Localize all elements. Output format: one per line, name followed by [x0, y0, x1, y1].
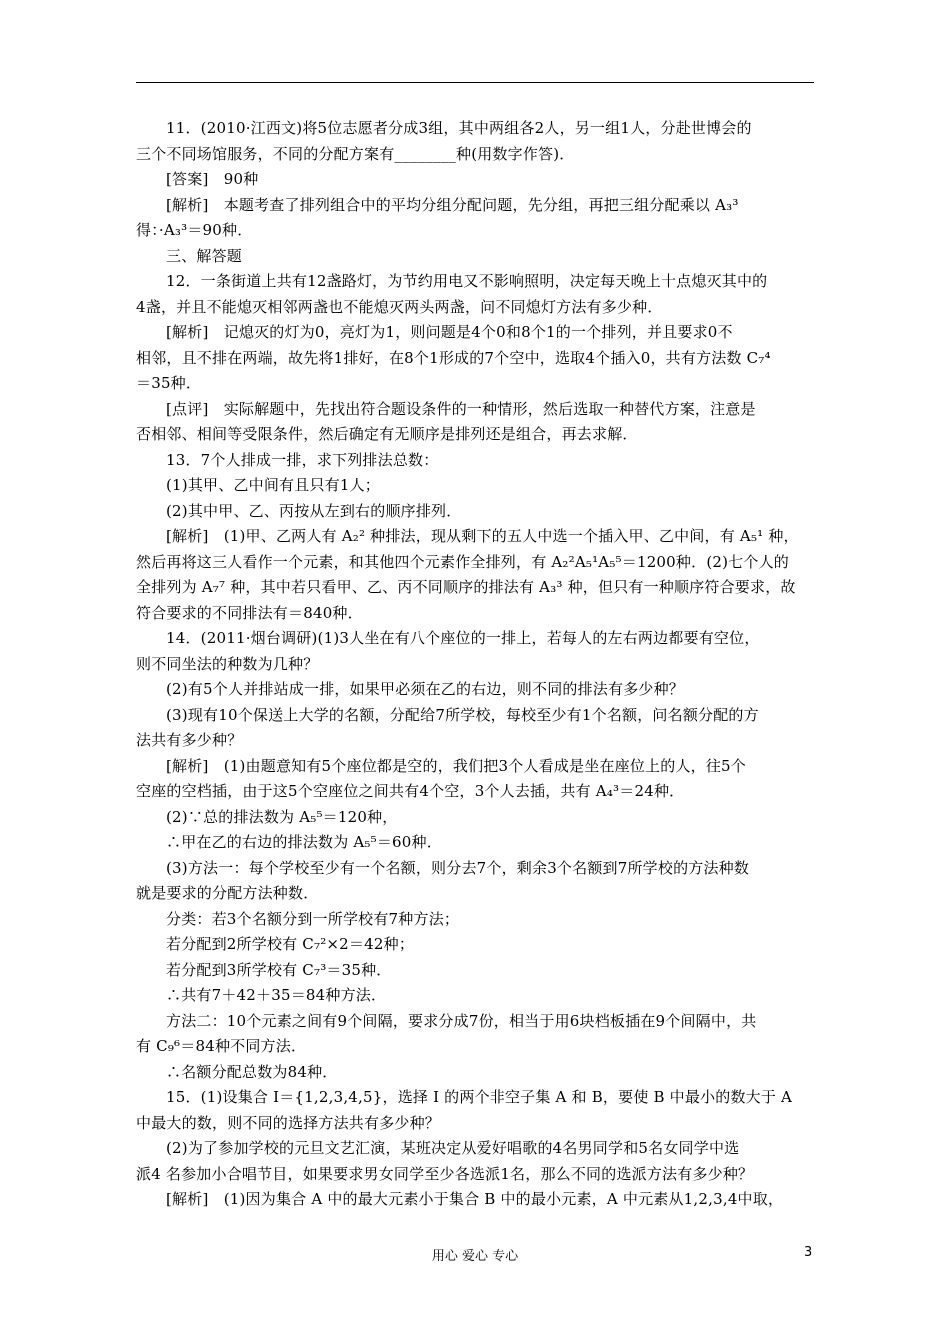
text-line: 13．7个人排成一排，求下列排法总数：	[166, 450, 439, 469]
text-line: (3)方法一：每个学校至少有一个名额，则分去7个，剩余3个名额到7所学校的方法种数	[166, 858, 750, 877]
text-line: ∴共有7＋42＋35＝84种方法．	[166, 986, 387, 1004]
text-line: [解析] 记熄灭的灯为0，亮灯为1，则问题是4个0和8个1的一个排列，并且要求0不	[166, 323, 733, 341]
text-line: 4盏，并且不能熄灭相邻两盏也不能熄灭两头两盏，问不同熄灯方法有多少种．	[136, 297, 663, 316]
text-line: [解析] 本题考查了排列组合中的平均分组分配问题，先分组，再把三组分配乘以 A₃³	[166, 195, 739, 214]
text-line: (1)其甲、乙中间有且只有1人；	[166, 476, 380, 494]
text-line: 分类：若3个名额分到一所学校有7种方法；	[166, 909, 460, 928]
footer-slogan: 用心 爱心 专心	[431, 1249, 519, 1264]
text-line: 相邻，且不排在两端，故先将1排好，在8个1形成的7个空中，选取4个插入0，共有方法数 C₇⁴	[136, 348, 771, 367]
text-line: 就是要求的分配方法种数．	[136, 884, 319, 902]
text-line: 若分配到3所学校有 C₇³＝35种．	[166, 960, 392, 979]
text-line: 得：·A₃³＝90种．	[136, 221, 253, 239]
text-line: (2)有5个人并排站成一排，如果甲必须在乙的右边，则不同的排法有多少种？	[166, 680, 684, 698]
text-line: 中最大的数，则不同的选择方法共有多少种？	[136, 1113, 441, 1132]
text-line: (2)为了参加学校的元旦文艺汇演，某班决定从爱好唱歌的4名男同学和5名女同学中选	[166, 1139, 740, 1157]
text-line: ＝35种．	[136, 374, 202, 392]
text-line: 全排列为 A₇⁷ 种，其中若只看甲、乙、丙不同顺序的排法有 A₃³ 种，但只有一种顺序符合要求，故	[136, 578, 796, 596]
text-line: [点评] 实际解题中，先找出符合题设条件的一种情形，然后选取一种替代方案，注意是	[166, 399, 756, 418]
text-line: [解析] (1)由题意知有5个座位都是空的，我们把3个人看成是坐在座位上的人，往5个	[166, 756, 746, 775]
text-line: 空座的空档插，由于这5个空座位之间共有4个空，3个人去插，共有 A₄³＝24种．	[136, 782, 685, 800]
text-line: 则不同坐法的种数为几种？	[136, 654, 319, 673]
text-line: 15．(1)设集合 I＝{1,2,3,4,5}，选择 I 的两个非空子集 A 和 B，要使 B 中最小的数大于 A	[166, 1088, 793, 1106]
text-line: 三、解答题	[166, 246, 243, 265]
text-line: 方法二：10个元素之间有9个间隔，要求分成7份，相当于用6块档板插在9个间隔中，共	[166, 1011, 757, 1030]
text-line: 派4 名参加小合唱节目，如果要求男女同学至少各选派1名，那么不同的选派方法有多少种？	[136, 1164, 754, 1183]
text-line: 若分配到2所学校有 C₇²×2＝42种；	[166, 935, 415, 953]
text-line: (2)∵总的排法数为 A₅⁵＝120种，	[166, 807, 398, 826]
text-line: 符合要求的不同排法有＝840种．	[136, 603, 363, 622]
text-line: 否相邻、相间等受限条件，然后确定有无顺序是排列还是组合，再去求解．	[136, 425, 638, 443]
text-line: 三个不同场馆服务，不同的分配方案有________种(用数字作答)．	[136, 144, 575, 163]
text-line: 14．(2011·烟台调研)(1)3人坐在有八个座位的一排上，若每人的左右两边都要有空位，	[166, 629, 760, 647]
text-line: (3)现有10个保送上大学的名额，分配给7所学校，每校至少有1个名额，问名额分配的方	[166, 705, 759, 724]
header-rule	[136, 82, 814, 83]
text-line: ∴甲在乙的右边的排法数为 A₅⁵＝60种．	[166, 833, 442, 851]
text-line: 有 C₉⁶＝84种不同方法．	[136, 1037, 307, 1055]
text-line: 法共有多少种？	[136, 731, 243, 749]
text-line: 然后再将这三人看作一个元素，和其他四个元素作全排列，有 A₂²A₅¹A₅⁵＝1200种．(2)七个人的	[136, 552, 789, 571]
text-line: 11．(2010·江西文)将5位志愿者分成3组，其中两组各2人，另一组1人，分赴世博会的	[166, 119, 752, 137]
text-line: 12．一条街道上共有12盏路灯，为节约用电又不影响照明，决定每天晚上十点熄灭其中的	[166, 272, 768, 290]
text-line: (2)其中甲、乙、丙按从左到右的顺序排列．	[166, 501, 462, 520]
page-number: 3	[804, 1245, 813, 1260]
text-line: [答案] 90种	[166, 170, 259, 188]
text-line: [解析] (1)甲、乙两人有 A₂² 种排法，现从剩下的五人中选一个插入甲、乙中间，有 A₅¹ 种，	[166, 527, 799, 545]
text-line: [解析] (1)因为集合 A 中的最大元素小于集合 B 中的最小元素，A 中元素从1,2,3,4中取，	[166, 1190, 784, 1208]
text-body	[136, 116, 816, 1213]
text-line: ∴名额分配总数为84种．	[166, 1062, 338, 1081]
